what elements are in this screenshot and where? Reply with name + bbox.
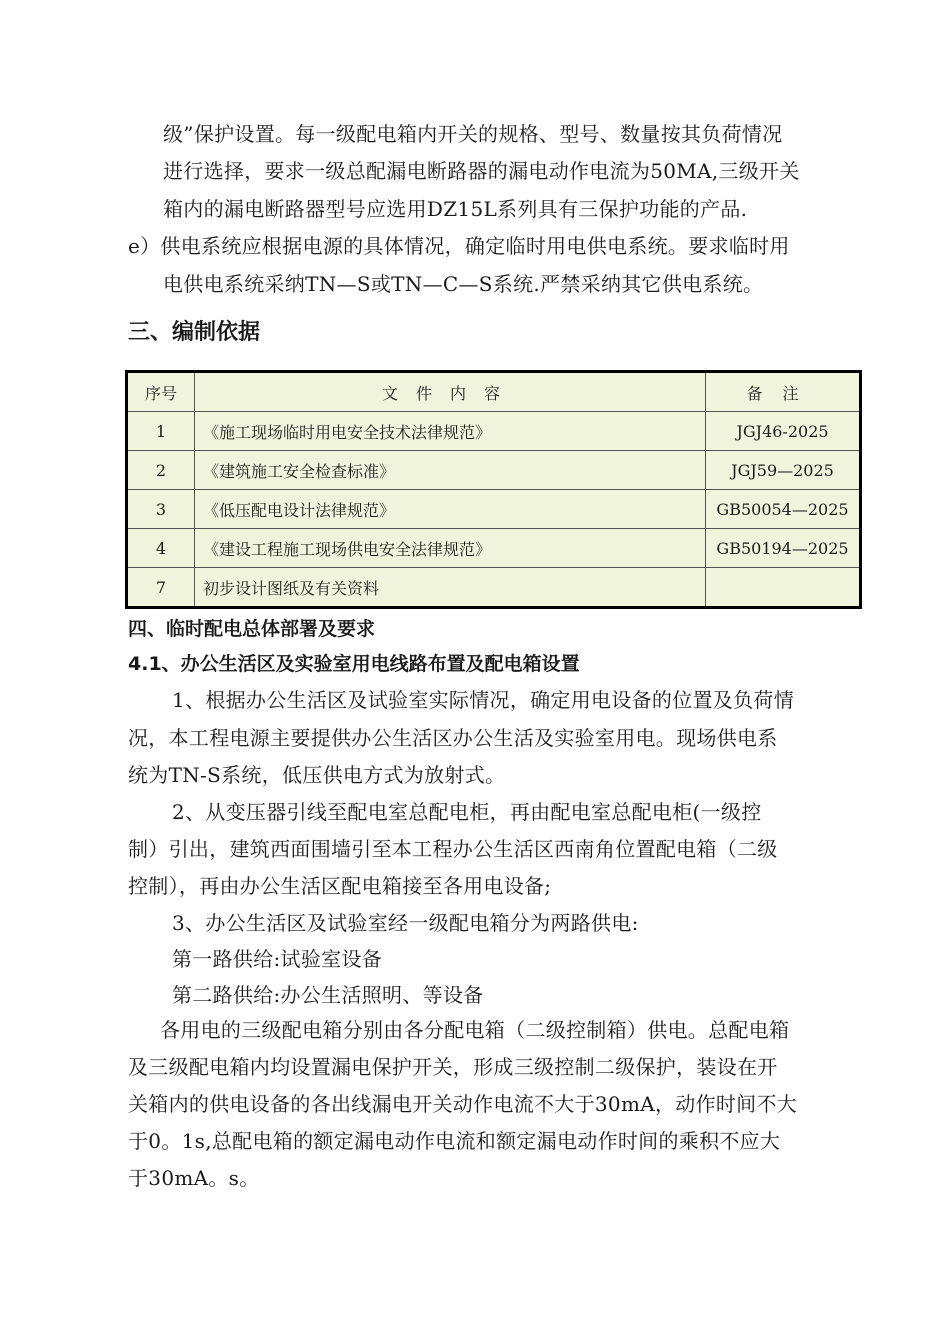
row-number: 7 xyxy=(127,568,195,608)
section-heading-basis: 三、编制依据 xyxy=(128,320,261,345)
row-document: 《建筑施工安全检查标准》 xyxy=(195,451,706,490)
paragraph-line: 制）引出，建筑西面围墙引至本工程办公生活区西南角位置配电箱（二级 xyxy=(128,837,778,861)
paragraph-line: 于0。1s,总配电箱的额定漏电动作电流和额定漏电动作时间的乘积不应大 xyxy=(128,1129,781,1153)
table-row xyxy=(127,451,861,490)
reference-table xyxy=(125,370,862,609)
row-document: 《建设工程施工现场供电安全法律规范》 xyxy=(195,529,706,568)
paragraph-line: 关箱内的供电设备的各出线漏电开关动作电流不大于30mA，动作时间不大 xyxy=(128,1092,798,1116)
row-note xyxy=(706,568,861,608)
paragraph-line: 2、从变压器引线至配电室总配电柜，再由配电室总配电柜(一级控 xyxy=(172,800,762,824)
row-document: 初步设计图纸及有关资料 xyxy=(195,568,706,608)
header-cell-document: 文件内容 xyxy=(195,372,706,412)
paragraph-line: e）供电系统应根据电源的具体情况，确定临时用电供电系统。要求临时用 xyxy=(128,234,790,258)
row-document: 《低压配电设计法律规范》 xyxy=(195,490,706,529)
section-heading-deployment: 四、临时配电总体部署及要求 xyxy=(128,618,376,640)
paragraph-line: 控制），再由办公生活区配电箱接至各用电设备; xyxy=(128,874,552,898)
paragraph-line: 第二路供给:办公生活照明、等设备 xyxy=(172,983,484,1007)
table-row xyxy=(127,568,861,608)
row-note: GB50054—2025 xyxy=(706,490,861,529)
header-cell-note: 备注 xyxy=(706,372,861,412)
table-header-row xyxy=(127,372,861,412)
table-row xyxy=(127,412,861,451)
paragraph-line: 箱内的漏电断路器型号应选用DZ15L系列具有三保护功能的产品. xyxy=(163,197,748,221)
row-number: 3 xyxy=(127,490,195,529)
table-row xyxy=(127,529,861,568)
row-note: JGJ46-2025 xyxy=(706,412,861,451)
row-document: 《施工现场临时用电安全技术法律规范》 xyxy=(195,412,706,451)
paragraph-line: 于30mA。s。 xyxy=(128,1166,260,1190)
row-number: 4 xyxy=(127,529,195,568)
row-note: JGJ59—2025 xyxy=(706,451,861,490)
row-number: 2 xyxy=(127,451,195,490)
paragraph-line: 第一路供给:试验室设备 xyxy=(172,947,383,971)
paragraph-line: 况，本工程电源主要提供办公生活区办公生活及实验室用电。现场供电系 xyxy=(128,726,778,750)
paragraph-line: 进行选择，要求一级总配漏电断路器的漏电动作电流为50MA,三级开关 xyxy=(163,159,800,183)
paragraph-line: 电供电系统采纳TN—S或TN—C—S系统.严禁采纳其它供电系统。 xyxy=(163,272,764,296)
header-cell-number: 序号 xyxy=(127,372,195,412)
paragraph-line: 统为TN-S系统，低压供电方式为放射式。 xyxy=(128,763,506,787)
paragraph-line: 3、办公生活区及试验室经一级配电箱分为两路供电: xyxy=(172,911,639,935)
table-row xyxy=(127,490,861,529)
paragraph-line: 级”保护设置。每一级配电箱内开关的规格、型号、数量按其负荷情况 xyxy=(163,122,783,146)
subsection-heading-4-1: 4.1、办公生活区及实验室用电线路布置及配电箱设置 xyxy=(128,653,580,675)
paragraph-line: 及三级配电箱内均设置漏电保护开关，形成三级控制二级保护，装设在开 xyxy=(128,1055,778,1079)
paragraph-line: 1、根据办公生活区及试验室实际情况，确定用电设备的位置及负荷情 xyxy=(172,688,795,712)
row-number: 1 xyxy=(127,412,195,451)
paragraph-line: 各用电的三级配电箱分别由各分配电箱（二级控制箱）供电。总配电箱 xyxy=(160,1018,790,1042)
row-note: GB50194—2025 xyxy=(706,529,861,568)
